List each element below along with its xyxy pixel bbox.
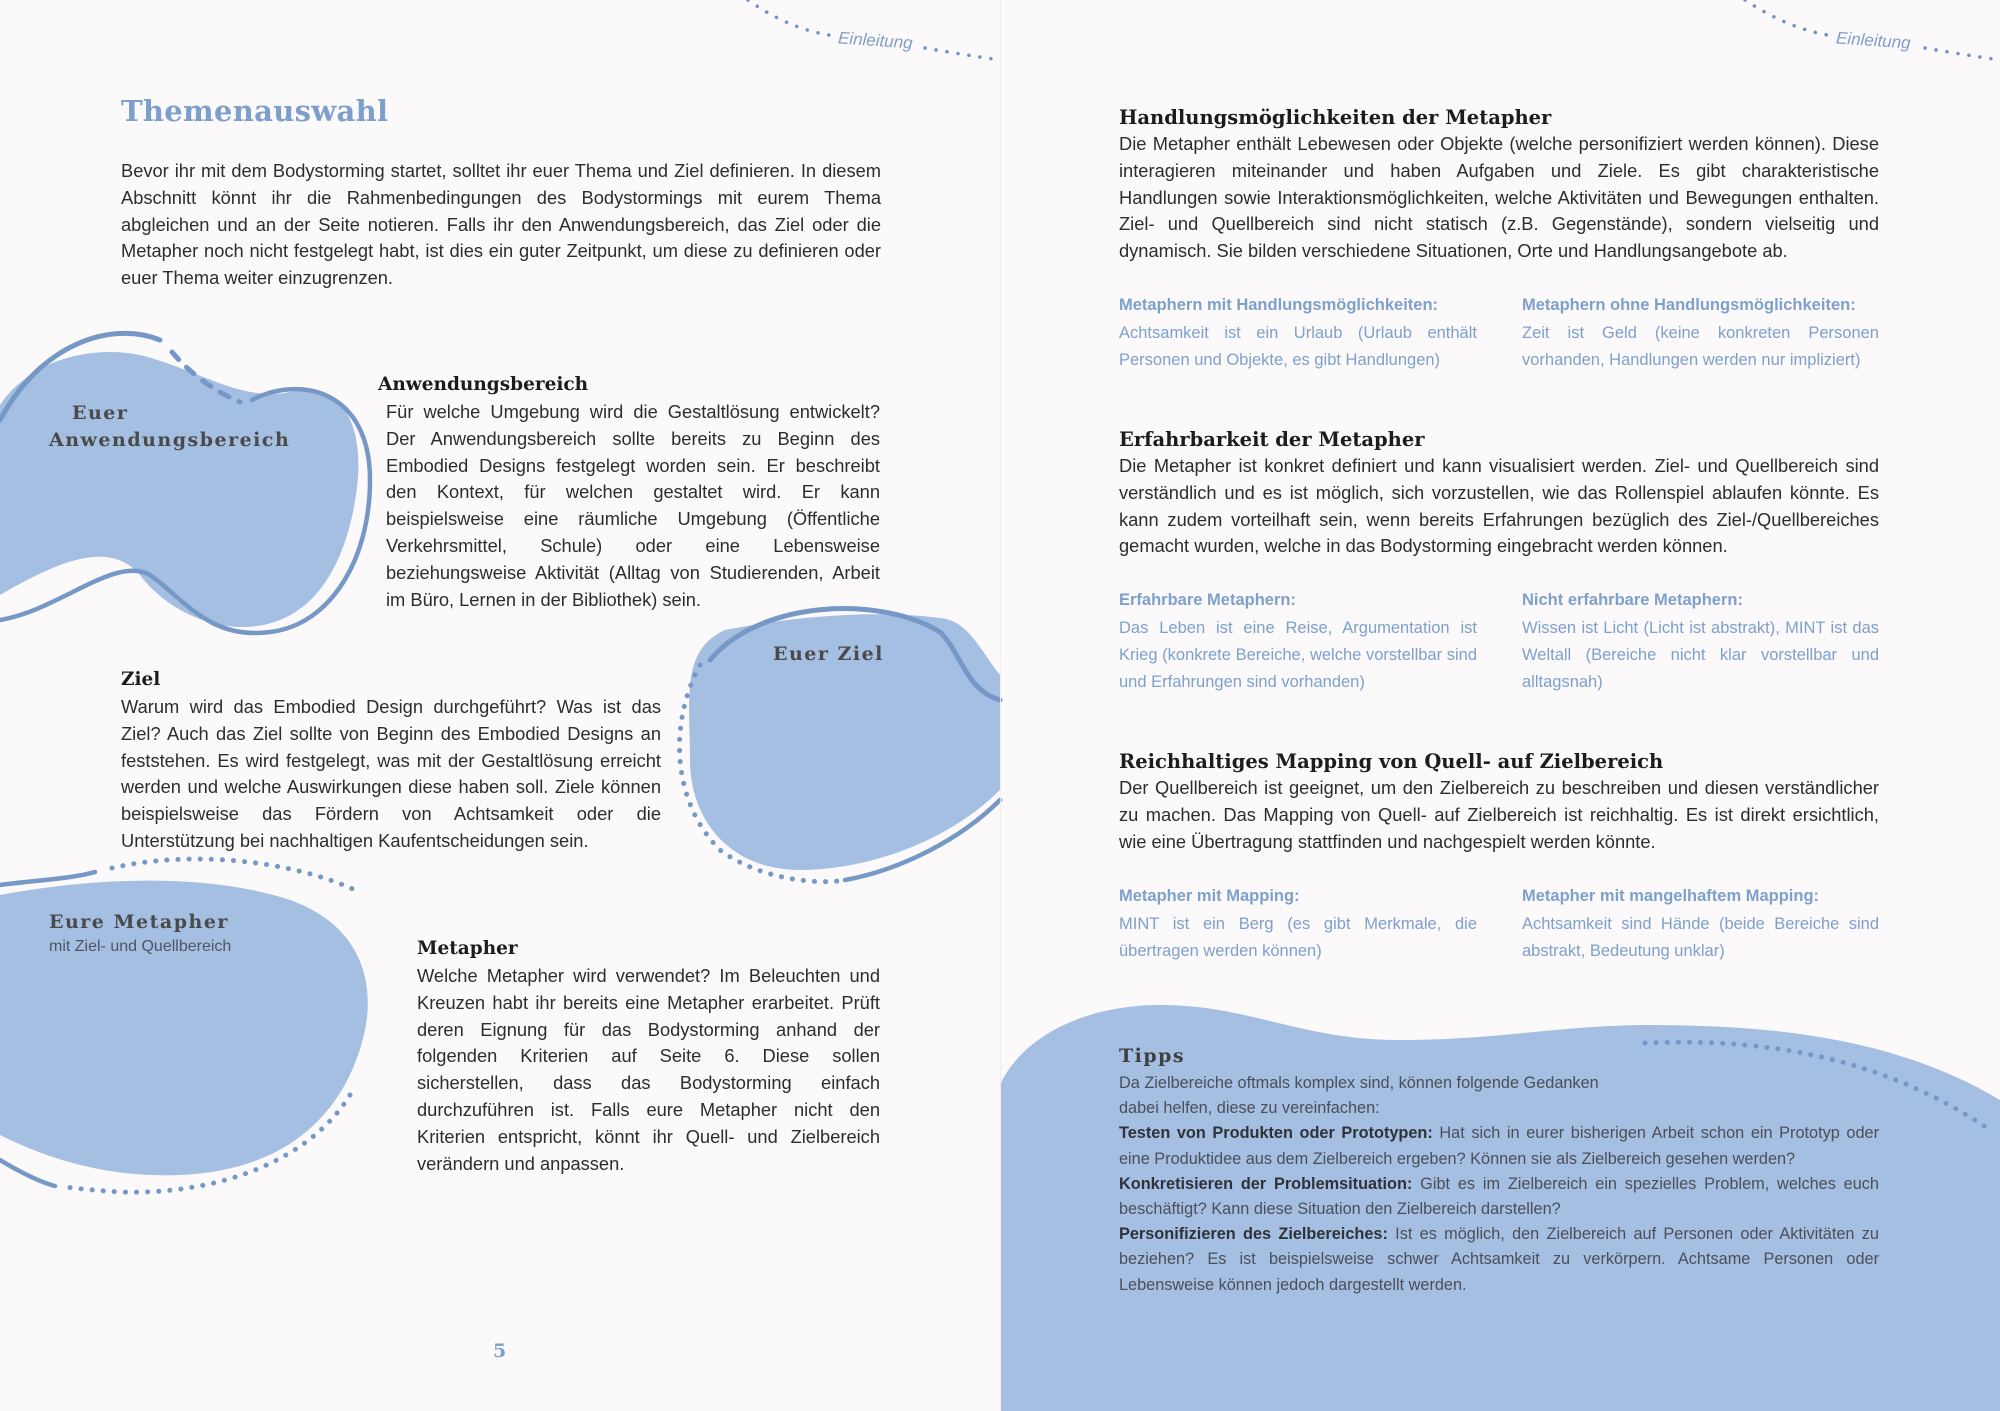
tips-box xyxy=(1119,1071,1879,1298)
tips-item xyxy=(1119,1172,1879,1222)
application-blob-label-line1: Euer xyxy=(72,402,129,424)
tips-item-text: Ist es möglich, den Zielbereich auf Personen oder Aktivitäten zu beziehen? Es ist beispielsweise schwer Achtsamkeit zu verkörpern. Achtsame Personen oder Lebensweise können jedoch dargestellt werden. xyxy=(1119,1225,1879,1294)
metaphor-blob-label: Eure Metapher xyxy=(49,911,229,933)
section-mapping-positive-text: MINT ist ein Berg (es gibt Merkmale, die übertragen werden können) xyxy=(1119,915,1477,960)
metaphor-blob-sublabel: mit Ziel- und Quellbereich xyxy=(49,938,232,955)
application-blob-label xyxy=(49,400,291,454)
tips-item xyxy=(1119,1222,1879,1298)
tips-item xyxy=(1119,1121,1879,1171)
section-experience-positive-text: Das Leben ist eine Reise, Argumentation ist Krieg (konkrete Bereiche, welche vorstellbar sind und Erfahrungen sind vorhanden) xyxy=(1119,619,1477,691)
section-mapping-text: Der Quellbereich ist geeignet, um den Zielbereich zu beschreiben und diesen verständlicher zu machen. Das Mapping von Quell- auf Zielbereich ist reichhaltig. Es ist direkt ersichtlich, wie eine Übertragung stattfinden und nachgespielt werden könnte. xyxy=(1119,777,1879,852)
application-text: Für welche Umgebung wird die Gestaltlösung entwickelt? Der Anwendungsbereich sollte bereits zu Beginn des Embodied Designs festgelegt worden sein. Er beschreibt den Kontext, für welchen gestaltet wird. Er kann beispielsweise eine räumliche Umgebung (Öffentliche Verkehrsmittel, Schule) oder eine Lebensweise beziehungsweise Aktivität (Alltag von Studierenden, Arbeit im Büro, Lernen in der Bibliothek) sein. xyxy=(386,401,880,610)
goal-text: Warum wird das Embodied Design durchgeführt? Was ist das Ziel? Auch das Ziel sollte von Beginn des Embodied Designs an feststehen. Es wird festgelegt, was mit der Gestaltlösung erreicht werden und welche Auswirkungen diese haben soll. Ziele können beispielsweise das Fördern von Achtsamkeit oder die Unterstützung bei nachhaltigen Kaufentscheidungen sein. xyxy=(121,696,661,851)
dotted-arc-right-2 xyxy=(1925,48,2000,60)
tips-intro-line2: dabei helfen, diese zu vereinfachen: xyxy=(1119,1099,1380,1118)
page-number: 5 xyxy=(493,1340,507,1362)
section-experience-negative-text: Wissen ist Licht (Licht ist abstrakt), MINT ist das Weltall (Bereiche nicht klar vorstellbar und alltagsnah) xyxy=(1522,619,1879,691)
application-heading: Anwendungsbereich xyxy=(378,374,589,395)
application-blob-label-line2: Anwendungsbereich xyxy=(49,429,291,451)
tips-item-text: Hat sich in eurer bisherigen Arbeit schon ein Prototyp oder eine Produktidee aus dem Zielbereich ergeben? Können sie als Zielbereich gesehen werden? xyxy=(1119,1124,1880,1168)
goal-heading: Ziel xyxy=(121,669,161,690)
dotted-arc-left-2 xyxy=(925,48,1000,60)
section-actions-positive-title: Metaphern mit Handlungsmöglichkeiten: xyxy=(1119,296,1439,314)
section-actions-negative-title: Metaphern ohne Handlungsmöglichkeiten: xyxy=(1522,296,1856,314)
tips-item-term: Konkretisieren der Problemsituation: xyxy=(1119,1174,1413,1193)
metaphor-heading: Metapher xyxy=(417,938,518,959)
tips-item-term: Personifizieren des Zielbereiches: xyxy=(1119,1225,1388,1244)
tips-item-term: Testen von Produkten oder Prototypen: xyxy=(1119,1124,1433,1143)
section-mapping-negative-title: Metapher mit mangelhaftem Mapping: xyxy=(1522,887,1820,905)
section-actions-positive-text: Achtsamkeit ist ein Urlaub (Urlaub enthält Personen und Objekte, es gibt Handlungen) xyxy=(1119,324,1477,369)
running-head-left: Einleitung xyxy=(837,28,914,53)
metaphor-blob-outline-top xyxy=(0,872,95,885)
intro-paragraph: Bevor ihr mit dem Bodystorming startet, solltet ihr euer Thema und Ziel definieren. In diesem Abschnitt könnt ihr die Rahmenbedingungen des Bodystormings mit eurem Thema abgleichen und an der Seite notieren. Falls ihr den Anwendungsbereich, das Ziel oder die Metapher noch nicht festgelegt habt, ist dies ein guter Zeitpunkt, um diese zu definieren oder euer Thema weiter einzugrenzen. xyxy=(121,160,881,289)
tips-title: Tipps xyxy=(1119,1045,1186,1067)
section-mapping-heading: Reichhaltiges Mapping von Quell- auf Zielbereich xyxy=(1119,750,1664,773)
section-experience-negative-title: Nicht erfahrbare Metaphern: xyxy=(1522,591,1743,609)
page-title: Themenauswahl xyxy=(121,94,389,128)
section-actions-negative-text: Zeit ist Geld (keine konkreten Personen vorhanden, Handlungen werden nur impliziert) xyxy=(1522,324,1879,369)
tips-item-text: Gibt es im Zielbereich ein spezielles Problem, welches euch beschäftigt? Kann diese Situation den Zielbereich darstellen? xyxy=(1119,1174,1879,1219)
metaphor-blob-outline-bottom xyxy=(0,1160,55,1186)
section-experience-heading: Erfahrbarkeit der Metapher xyxy=(1119,428,1425,451)
goal-blob-label: Euer Ziel xyxy=(773,643,884,665)
section-actions-heading: Handlungsmöglichkeiten der Metapher xyxy=(1119,106,1552,129)
section-mapping-negative-text: Achtsamkeit sind Hände (beide Bereiche sind abstrakt, Bedeutung unklar) xyxy=(1522,915,1879,960)
application-blob xyxy=(0,352,358,627)
section-mapping-positive-title: Metapher mit Mapping: xyxy=(1119,887,1300,905)
metaphor-text: Welche Metapher wird verwendet? Im Beleuchten und Kreuzen habt ihr bereits eine Metapher erarbeitet. Prüft deren Eignung für das Bodystorming anhand der folgenden Kriterien auf Seite 6. Diese sollen sicherstellen, dass das Bodystorming einfach durchzuführen ist. Falls eure Metapher nicht den Kriterien entspricht, könnt ihr Quell- und Zielbereich verändern und anpassen. xyxy=(417,965,880,1174)
dotted-arc-right xyxy=(1745,0,1834,36)
running-head-right: Einleitung xyxy=(1835,28,1912,53)
section-experience-positive-title: Erfahrbare Metaphern: xyxy=(1119,591,1296,609)
section-experience-text: Die Metapher ist konkret definiert und kann visualisiert werden. Ziel- und Quellbereich sind verständlich und es ist möglich, sich vorzustellen, wie das Rollenspiel ablaufen könnte. Es kann zudem vorteilhaft sein, wenn bereits Erfahrungen bezüglich des Ziel-/Quellbereiches gemacht wurden, welche in das Bodystorming eingebracht werden können. xyxy=(1119,455,1879,557)
page-gutter xyxy=(1000,0,1001,1411)
dotted-arc-left xyxy=(748,0,835,36)
section-actions-text: Die Metapher enthält Lebewesen oder Objekte (welche personifiziert werden können). Diese interagieren miteinander und haben Aufgaben und Ziele. Es gibt charakteristische Handlungen sowie Interaktionsmöglichkeiten, welche Aktivitäten und Bewegungen enthalten. Ziel- und Quellbereich sind nicht statisch (z.B. Gegenstände), sondern vielseitig und dynamisch. Sie bilden verschiedene Situationen, Orte und Handlungsangebote ab. xyxy=(1119,133,1879,262)
tips-intro-line1: Da Zielbereiche oftmals komplex sind, können folgende Gedanken xyxy=(1119,1074,1599,1092)
